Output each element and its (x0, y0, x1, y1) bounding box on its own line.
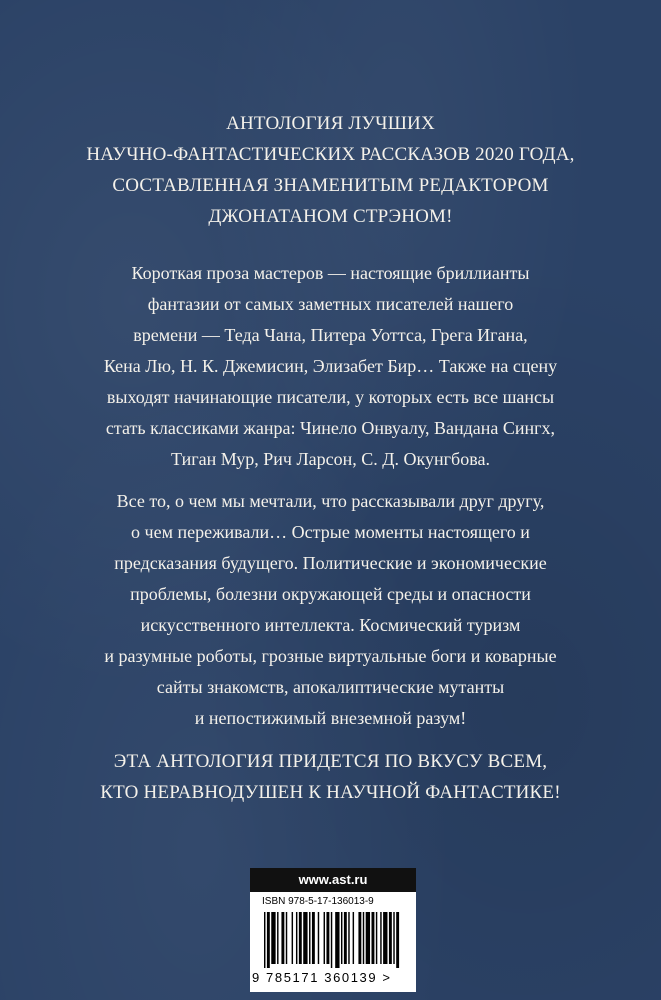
barcode-bar (353, 912, 354, 964)
barcode-bar (264, 912, 265, 968)
barcode-bar (271, 912, 275, 964)
description-paragraph-1 (40, 258, 621, 475)
barcode-bar (371, 912, 374, 964)
paragraph-line: сайты знакомств, апокалиптические мутанты (156, 677, 505, 697)
paragraph-line: и разумные роботы, грозные виртуальные боги и коварные (104, 646, 557, 666)
barcode-bar (303, 912, 307, 964)
paragraph-line: Кена Лю, Н. К. Джемисин, Элизабет Бир… Также на сцену (103, 356, 558, 376)
closing-statement (40, 746, 621, 808)
barcode-bar (344, 912, 347, 964)
barcode-bar (380, 912, 381, 964)
barcode-bar (376, 912, 377, 964)
paragraph-line: Короткая проза мастеров — настоящие бриллианты (131, 263, 530, 283)
headline-line: ДЖОНАТАНОМ СТРЭНОМ! (208, 206, 453, 227)
barcode-bar (331, 912, 332, 968)
barcode-bar (312, 912, 315, 964)
barcode-bar (383, 912, 387, 964)
barcode-bar (326, 912, 329, 964)
barcode-bar (299, 912, 302, 964)
paragraph-line: проблемы, болезни окружающей среды и опасности (130, 584, 531, 604)
closing-line: ЭТА АНТОЛОГИЯ ПРИДЕТСЯ ПО ВКУСУ ВСЕМ, (113, 751, 548, 772)
barcode-bar (324, 912, 325, 964)
barcode-bar (309, 912, 310, 964)
barcode-bar (348, 912, 349, 964)
isbn-label: ISBN 978-5-17-136013-9 (262, 896, 374, 907)
barcode-bar (267, 912, 270, 968)
barcode-bar (296, 912, 297, 964)
paragraph-line: искусственного интеллекта. Космический туризм (140, 615, 521, 635)
barcode-bar (393, 912, 394, 964)
paragraph-line: Тиган Мур, Рич Ларсон, С. Д. Окунгбова. (171, 449, 490, 469)
headline-line: СОСТАВЛЕННАЯ ЗНАМЕНИТЫМ РЕДАКТОРОМ (112, 175, 549, 196)
barcode-digits: 9 785171 360139 > (252, 970, 392, 985)
description-paragraph-2 (40, 486, 621, 734)
barcode-bar (358, 912, 361, 964)
headline (40, 108, 621, 232)
barcode-bar (396, 912, 399, 968)
paragraph-line: выходят начинающие писатели, у которых есть все шансы (106, 387, 555, 407)
barcode-bar (318, 912, 319, 964)
paragraph-line: Все то, о чем мы мечтали, что рассказывали друг другу, (116, 491, 545, 511)
paragraph-line: стать классиками жанра: Чинело Онвуалу, Вандана Сингх, (105, 418, 556, 438)
barcode-bar (366, 912, 370, 964)
barcode-panel (250, 868, 416, 992)
barcode-bar (341, 912, 342, 964)
closing-line: КТО НЕРАВНОДУШЕН К НАУЧНОЙ ФАНТАСТИКЕ! (100, 782, 561, 803)
paragraph-line: предсказания будущего. Политические и экономические (114, 553, 547, 573)
paragraph-line: о чем переживали… Острые моменты настоящего и (131, 522, 530, 542)
headline-line: АНТОЛОГИЯ ЛУЧШИХ (226, 113, 435, 134)
barcode-bar (286, 912, 287, 964)
paragraph-line: и непостижимый внеземной разум! (194, 708, 467, 728)
barcode-bar (335, 912, 339, 968)
headline-line: НАУЧНО-ФАНТАСТИЧЕСКИХ РАССКАЗОВ 2020 ГОДА, (86, 144, 575, 165)
barcode-bar (281, 912, 284, 964)
barcode-bars (264, 912, 402, 968)
barcode-bar (292, 912, 293, 964)
paragraph-line: времени — Теда Чана, Питера Уоттса, Грега Игана, (133, 325, 528, 345)
barcode-bar (389, 912, 392, 964)
paragraph-line: фантазии от самых заметных писателей нашего (147, 294, 514, 314)
publisher-website: www.ast.ru (250, 868, 416, 892)
barcode-bar (277, 912, 278, 964)
barcode-bar (363, 912, 364, 964)
